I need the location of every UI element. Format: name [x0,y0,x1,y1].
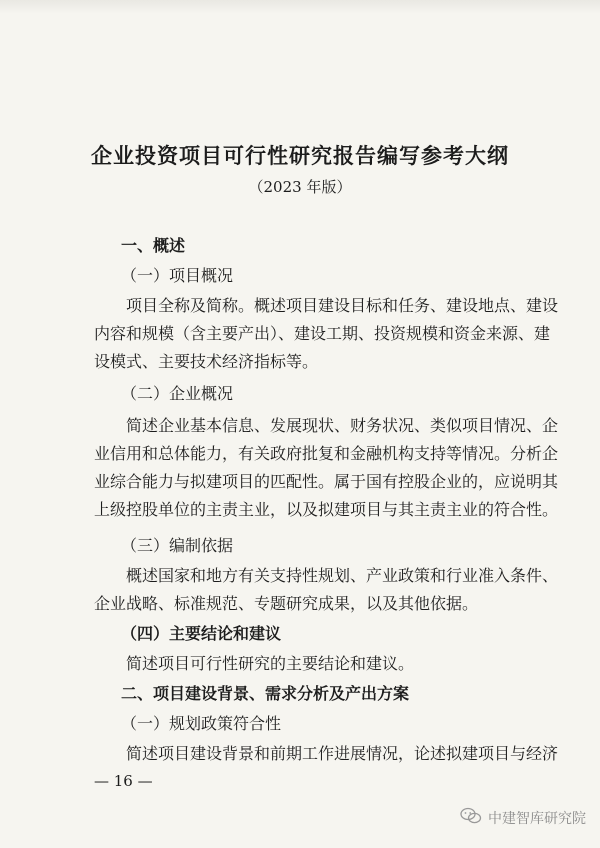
text-line: 简述项目可行性研究的主要结论和建议。 [126,654,415,673]
page-edge [0,0,600,14]
text-line: 内容和规模（含主要产出）、建设工期、投资规模和资金来源、建 [94,324,551,343]
document-title: 企业投资项目可行性研究报告编写参考大纲 [91,144,509,168]
paragraph-enterprise-overview [94,412,559,524]
subsection-heading-1-1: （一）项目概况 [121,266,234,285]
text-line: 项目全称及简称。概述项目建设目标和任务、建设地点、建设 [126,296,559,315]
text-line: 简述企业基本信息、发展现状、财务状况、类似项目情况、企 [126,416,559,435]
text-line: 设模式、主要技术经济指标等。 [94,352,319,371]
subsection-heading-2-1: （一）规划政策符合性 [121,714,282,733]
text-line: 业信用和总体能力，有关政府批复和金融机构支持等情况。分析企 [94,444,559,463]
subsection-heading-1-3: （三）编制依据 [121,536,234,555]
section-heading-1: 一、概述 [121,236,186,255]
text-line: 上级控股单位的主责主业，以及拟建项目与其主责主业的符合性。 [94,500,559,519]
subsection-heading-1-2: （二）企业概况 [121,384,234,403]
text-line: 简述项目建设背景和前期工作进展情况，论述拟建项目与经济 [126,744,559,763]
paragraph-basis [94,562,559,618]
section-heading-2: 二、项目建设背景、需求分析及产出方案 [121,684,410,703]
text-line: 企业战略、标准规范、专题研究成果，以及其他依据。 [94,594,479,613]
wechat-icon [460,807,482,829]
page-number: — 16 — [94,772,153,790]
paragraph-conclusions [94,650,514,678]
watermark [460,807,586,829]
text-line: 概述国家和地方有关支持性规划、产业政策和行业准入条件、 [126,566,559,585]
subsection-heading-1-4: （四）主要结论和建议 [121,624,282,643]
paragraph-policy-compliance [94,740,559,768]
paragraph-project-overview [94,292,559,376]
document-subtitle: （2023 年版） [248,178,352,196]
watermark-text: 中建智库研究院 [488,811,586,827]
text-line: 业综合能力与拟建项目的匹配性。属于国有控股企业的，应说明其 [94,472,559,491]
